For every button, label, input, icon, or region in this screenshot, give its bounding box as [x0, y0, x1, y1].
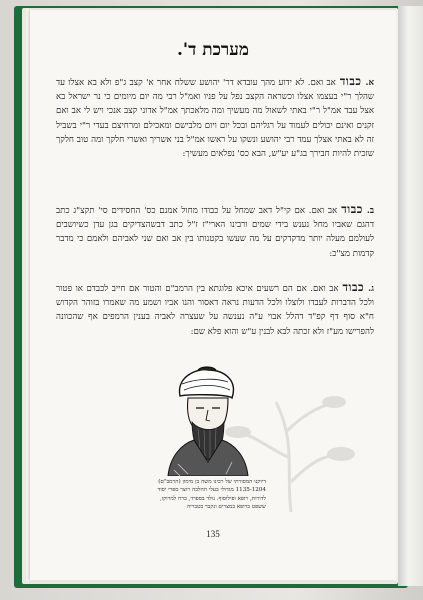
paragraph-text: אב ואם. אם הם רשעים איכא פלוגתא בין הרמב"ם והטור אם חייב לכבדם או פטור ולכל הדברות לעבדו ולוצלו ולכל הדעות נראה דאסור והנו אביו ושמע מה שאמרו בזוהר הקדוש ח"א סוף דף קפ"ד דהלל אבוי ע"ה נענשה על שעצרה לאביה בענין הרמפים אף שהכוונה להפרישו מע"ז ולא זכתה לבא לבנין ע"ש והוא פלא שם:	[56, 284, 374, 337]
facing-page-edge	[398, 6, 423, 586]
paragraph-number: ב.	[366, 206, 374, 216]
chapter-title: מערכת ד'.	[177, 40, 249, 60]
paragraph-text: אב ואם. אם קי"ל דאב שמחל על כבודו מחול אמנם כס' החסידים סי' תקצ"ג כתב דהגם שאביו מחל נענש בידי שמים ורבינו הארי"ז ז"ל כתב דבשהצדיקים בגן עדן כשיושבים לעולמם מעלה יותר מדקדקים על מה שעשו בקטנותו בין אב ואם שני לאביהם ולאמם כי מדבר קדמות מצ"כ:	[56, 206, 374, 259]
rambam-portrait-illustration	[158, 366, 252, 476]
paragraph-text: אב ואם. לא ידוע מהך עובדא דר' יהושע ששלח אחר א' קצב ג"פ ולא בא אצלו עד שהלך ר"י בעצמו אצלו וכשראה הקצב נפל על פניו ואמ"ל רבי מה יום מיומים כי נר ישראל בא אצל עבד אמ"ל ר"י באתי לשאול מה מעשיך ומה מלאכתך אמ"ל אדוני קצב אנכי ויש לי אב ואם זקנים ואינם יכולים לעמוד על רגליהם ובכל יום ויום מלבישם ומאכילם ומרחיצם בעדי ר"י בשביל זה לא באתי אצלך עמד רבי יהושע ונשקו על ראשו אמ"ל בני אשריך ואשרי חלקך ומה טוב חלקך שזכית להיות חבירך בג"ע יע"ש, הבא כס' נפלאים מעשיך:	[56, 78, 374, 160]
paragraph-keyword: כבוד	[342, 280, 365, 294]
portrait-caption: דיוקנו המסורתי של רבינו משה בן מימון (הרמב"ם) 1135-1204 מגדולי בעלי ההלכה ויוצר ספרי יסוד לדורות, רופא ופילוסוף. נולד בספרד, ברח למרוקו, ששפט ברופא במצרים ונקבר בטבריה	[157, 479, 266, 511]
paragraph-3	[56, 280, 374, 339]
paragraph-keyword: כבוד	[339, 74, 362, 88]
page-number: 135	[206, 529, 220, 539]
paragraph-number: א.	[365, 78, 374, 88]
paragraph-2	[56, 202, 374, 261]
paragraph-1	[56, 74, 374, 161]
paragraph-keyword: כבוד	[341, 202, 363, 216]
paragraph-number: ג.	[368, 284, 374, 294]
book-page	[30, 10, 396, 580]
